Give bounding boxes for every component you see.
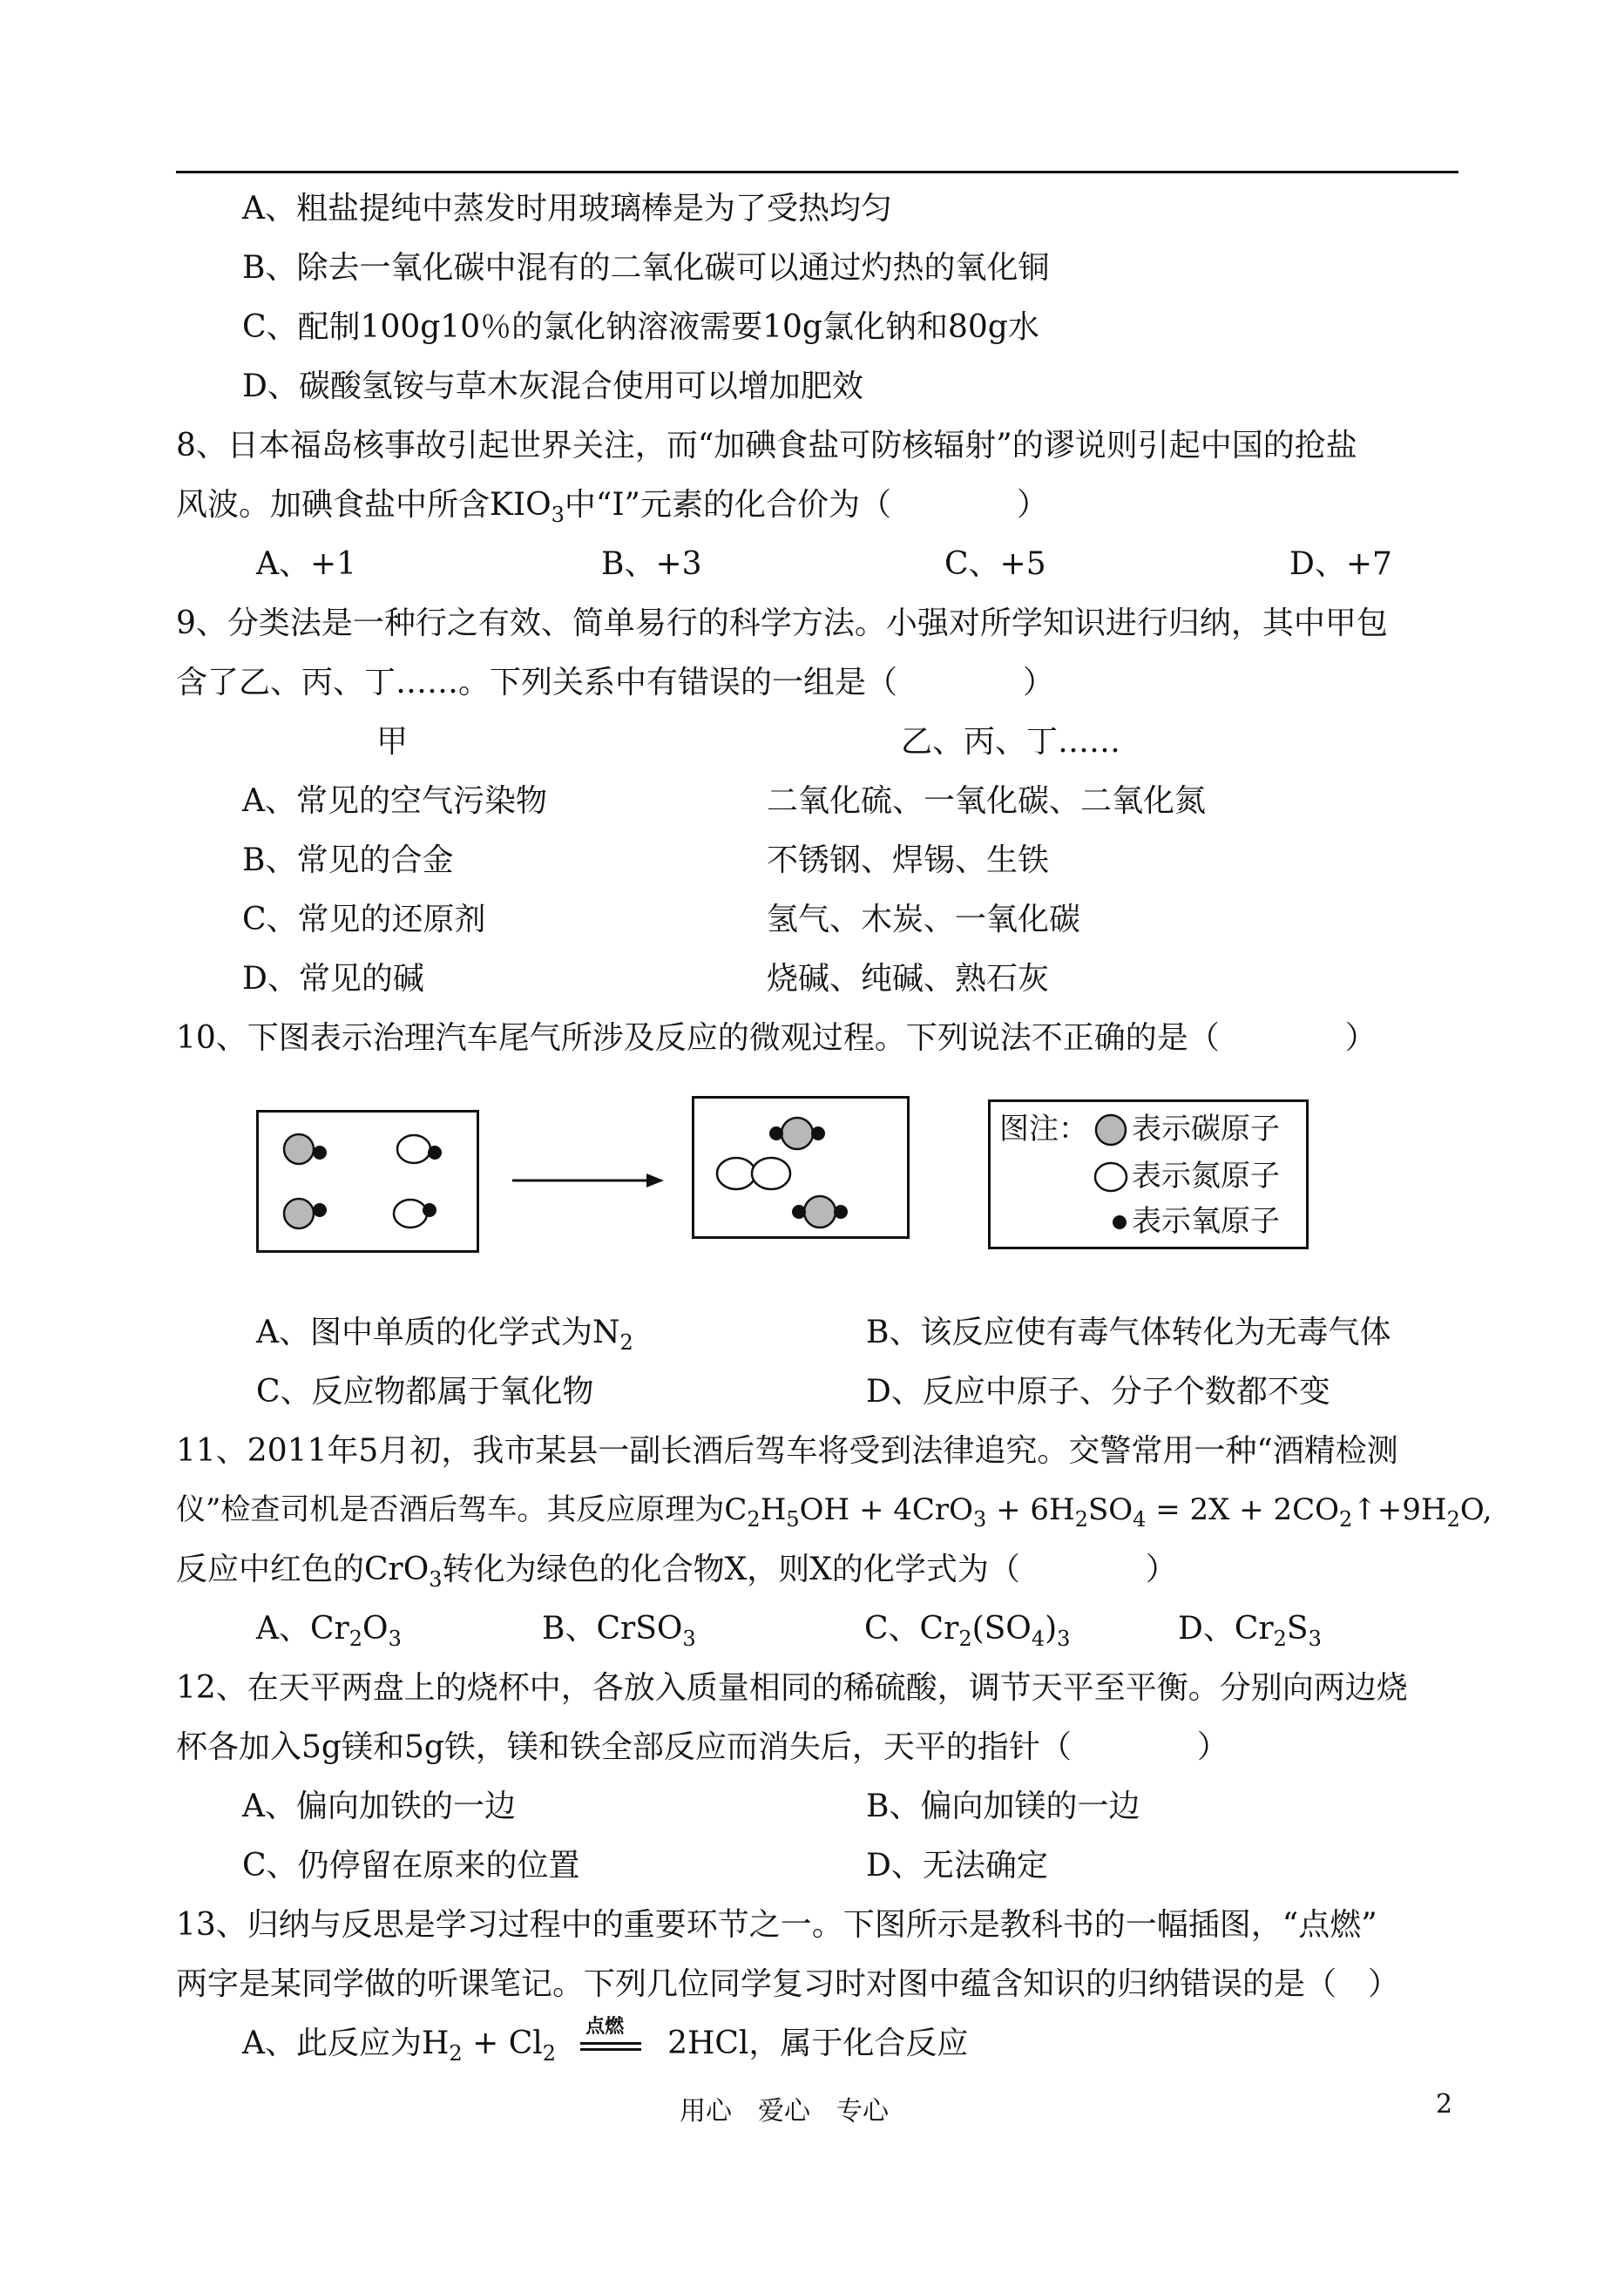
legend-box xyxy=(988,1099,1309,1249)
q12-stem-line2: 杯各加入5g镁和5g铁，镁和铁全部反应而消失后，天平的指针（ ） xyxy=(176,1729,1228,1765)
co2-molecule xyxy=(769,1118,825,1149)
reaction-arrow xyxy=(511,1167,667,1194)
q10-option-b: B、该反应使有毒气体转化为无毒气体 xyxy=(866,1315,1391,1350)
q8-option-c: C、+5 xyxy=(944,546,1046,582)
q12-option-b: B、偏向加镁的一边 xyxy=(866,1789,1140,1824)
co-molecule xyxy=(284,1134,327,1164)
q13-option-a: A、此反应为$H_2 + Cl_2$ 点燃 2HCl，属于化合反应 xyxy=(242,2016,969,2066)
q11-stem-line2: 仪”检查司机是否酒后驾车。其反应原理为$C_2H_5OH + 4CrO_3 + 6H_2SO_4 = 2X$ + $2CO_2↑+9H_2O$, xyxy=(176,1492,1492,1532)
q12-option-c: C、仍停留在原来的位置 xyxy=(242,1848,580,1884)
nitrogen-atom-icon xyxy=(1095,1163,1127,1191)
q13-stem-line1: 13、归纳与反思是学习过程中的重要环节之一。下图所示是教科书的一幅插图，“点燃” xyxy=(176,1907,1377,1943)
q9-row-a-left: A、常见的空气污染物 xyxy=(242,783,547,819)
q12-option-a: A、偏向加铁的一边 xyxy=(242,1789,516,1824)
footer-motto: 用心 爱心 专心 xyxy=(680,2096,889,2127)
carbon-atom-icon xyxy=(1096,1115,1126,1145)
q11-option-c: C、$Cr_2(SO_4)_3$ xyxy=(864,1611,1071,1651)
q9-col-header-right: 乙、丙、丁…… xyxy=(901,724,1121,760)
header-rule xyxy=(176,171,1458,173)
q9-stem-line2: 含了乙、丙、丁……。下列关系中有错误的一组是（ ） xyxy=(176,665,1055,700)
q11-option-d: D、$Cr_2S_3$ xyxy=(1178,1611,1322,1651)
q11-option-a: A、$Cr_2O_3$ xyxy=(256,1611,402,1651)
q9-row-c-right: 氢气、木炭、一氧化碳 xyxy=(767,902,1081,937)
reactant-molecules xyxy=(259,1113,477,1250)
q8-stem-line1: 8、日本福岛核事故引起世界关注，而“加碘食盐可防核辐射”的谬说则引起中国的抢盐 xyxy=(176,428,1357,463)
q12-stem-line1: 12、在天平两盘上的烧杯中，各放入质量相同的稀硫酸，调节天平至平衡。分别向两边烧 xyxy=(176,1670,1408,1706)
q10-option-a: A、图中单质的化学式为$N_2$ xyxy=(256,1315,633,1355)
q9-row-c-left: C、常见的还原剂 xyxy=(242,902,486,937)
q10-stem: 10、下图表示治理汽车尾气所涉及反应的微观过程。下列说法不正确的是（ ） xyxy=(176,1020,1377,1056)
q7-option-a: A、粗盐提纯中蒸发时用玻璃棒是为了受热均匀 xyxy=(242,191,892,227)
products-box xyxy=(692,1096,910,1239)
q8-option-a: A、+1 xyxy=(256,546,357,582)
q7-option-c: C、配制100g10％的氯化钠溶液需要10g氯化钠和80g水 xyxy=(242,309,1039,345)
oxygen-atom-icon xyxy=(1113,1215,1127,1229)
q9-col-header-left: 甲 xyxy=(376,724,409,760)
q7-option-b: B、除去一氧化碳中混有的二氧化碳可以通过灼热的氧化铜 xyxy=(242,250,1050,286)
no-molecule xyxy=(397,1135,442,1163)
q11-stem-line1: 11、2011年5月初，我市某县一副长酒后驾车将受到法律追究。交警常用一种“酒精检测 xyxy=(176,1433,1398,1469)
n2-molecule xyxy=(717,1158,790,1189)
reactants-box xyxy=(256,1110,479,1253)
q7-option-d: D、碳酸氢铵与草木灰混合使用可以增加肥效 xyxy=(242,369,863,404)
q9-row-d-left: D、常见的碱 xyxy=(242,961,424,997)
co2-molecule xyxy=(792,1196,848,1228)
q10-option-c: C、反应物都属于氧化物 xyxy=(256,1374,594,1410)
q9-row-d-right: 烧碱、纯碱、熟石灰 xyxy=(767,961,1050,997)
q9-stem-line1: 9、分类法是一种行之有效、简单易行的科学方法。小强对所学知识进行归纳，其中甲包 xyxy=(176,605,1388,641)
condition-label: 点燃 xyxy=(585,2016,625,2038)
page-number: 2 xyxy=(1436,2089,1453,2120)
legend-oxygen-label: 表示氧原子 xyxy=(1132,1204,1280,1239)
reaction-condition-arrow xyxy=(556,2016,667,2060)
q9-row-b-right: 不锈钢、焊锡、生铁 xyxy=(767,842,1050,878)
q12-option-d: D、无法确定 xyxy=(866,1848,1048,1884)
legend-nitrogen-label: 表示氮原子 xyxy=(1132,1159,1280,1194)
legend-title: 图注： xyxy=(999,1112,1088,1146)
no-molecule xyxy=(394,1200,436,1228)
q9-row-a-right: 二氧化硫、一氧化碳、二氧化氮 xyxy=(767,783,1207,819)
legend-carbon-label: 表示碳原子 xyxy=(1132,1112,1280,1146)
q13-stem-line2: 两字是某同学做的听课笔记。下列几位同学复习时对图中蕴含知识的归纳错误的是（ ） xyxy=(176,1966,1400,2002)
q10-option-d: D、反应中原子、分子个数都不变 xyxy=(866,1374,1330,1410)
q9-row-b-left: B、常见的合金 xyxy=(242,842,454,878)
q8-option-d: D、+7 xyxy=(1289,546,1392,582)
q8-option-b: B、+3 xyxy=(601,546,702,582)
product-molecules xyxy=(694,1099,907,1236)
co-molecule xyxy=(284,1199,327,1228)
q8-stem-line2: 风波。加碘食盐中所含$KIO_3$中“I”元素的化合价为（ ） xyxy=(176,487,1048,527)
q11-stem-line3: 反应中红色的CrO$_3$转化为绿色的化合物X，则X的化学式为（ ） xyxy=(176,1552,1177,1592)
q11-option-b: B、CrSO$_3$ xyxy=(542,1611,696,1651)
